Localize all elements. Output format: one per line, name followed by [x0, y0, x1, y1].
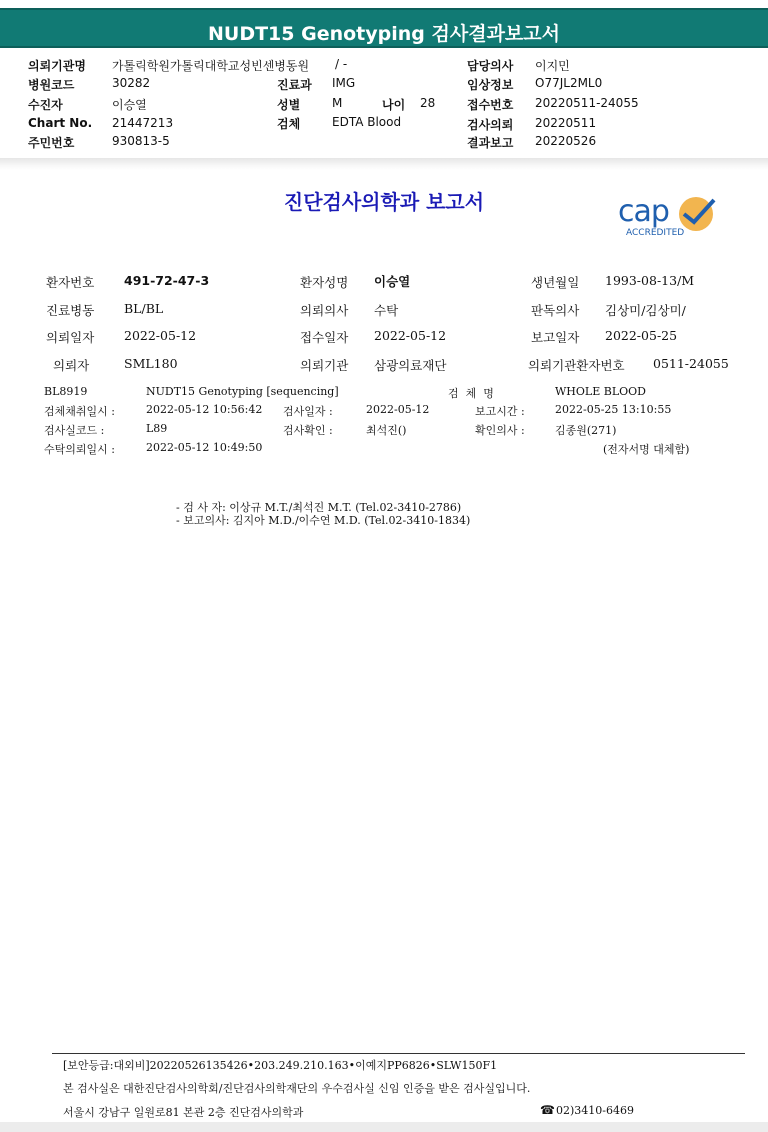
clinical-value: O77JL2ML0 [535, 76, 603, 90]
test-specimen-label: 검 체 명 [448, 387, 494, 400]
bottom-band [0, 1122, 768, 1132]
phone-number: 02)3410-6469 [556, 1104, 634, 1117]
receive-date-value: 2022-05-12 [374, 328, 447, 343]
request-doctor-value: 수탁 [374, 303, 399, 318]
dept-label: 진료과 [277, 78, 312, 92]
lab-code-label: 검사실코드 : [44, 424, 105, 437]
receive-date-label: 접수일자 [300, 330, 349, 345]
collect-time-value: 2022-05-12 10:56:42 [146, 403, 263, 416]
code-value: 30282 [112, 76, 151, 90]
request-date-value: 2022-05-12 [124, 328, 197, 343]
collect-time-label: 검체채취일시 : [44, 405, 115, 418]
certification-line: 본 검사실은 대한진단검사의학회/진단검사의학재단의 우수검사실 신임 인증을 받은 검사실입니다. [63, 1082, 531, 1095]
confirm-doctor-value: 김종원(271) [555, 424, 617, 437]
reading-doctor-value: 김상미/김상미/ [605, 303, 686, 318]
request-doctor-label: 의뢰의사 [300, 303, 349, 318]
request-date-label: 의뢰일자 [46, 330, 95, 345]
test-date-value: 2022-05-12 [366, 403, 430, 416]
phone-icon: ☎ [540, 1103, 555, 1117]
tester-line: - 검 사 자: 이상규 M.T./최석진 M.T. (Tel.02-3410-2786) [176, 501, 462, 514]
doctor-label: 담당의사 [467, 59, 514, 73]
dob-value: 1993-08-13/M [605, 273, 695, 288]
title-banner [0, 8, 768, 48]
e-signature-note: (전자서명 대체함) [603, 443, 690, 456]
hospital-label: 의뢰기관명 [28, 59, 86, 73]
sex-label: 성별 [277, 98, 301, 112]
chart-value: 21447213 [112, 116, 174, 130]
lab-code-value: L89 [146, 422, 168, 435]
patient-id-value: 491-72-47-3 [124, 273, 210, 288]
test-date-label: 검사일자 : [283, 405, 333, 418]
report-date-label: 보고일자 [531, 330, 580, 345]
test-code: BL8919 [44, 385, 88, 398]
sex-value: M [332, 96, 343, 110]
institution-patient-no-label: 의뢰기관환자번호 [528, 358, 625, 373]
report-date-value: 2022-05-25 [605, 328, 678, 343]
patient-id-label: 환자번호 [46, 275, 95, 290]
report-time-value: 2022-05-25 13:10:55 [555, 403, 672, 416]
address-line: 서울시 강남구 일원로81 본관 2층 진단검사의학과 [63, 1106, 304, 1119]
specimen-label: 검체 [277, 117, 301, 131]
ward-value: / - [335, 57, 348, 71]
cap-accredited-logo [614, 192, 724, 242]
report-time-label: 보고시간 : [475, 405, 525, 418]
test-confirm-value: 최석진() [366, 424, 407, 437]
security-line: [보안등급:대외비]20220526135426•203.249.210.163•이예지PP6826•SLW150F1 [63, 1059, 498, 1072]
confirm-doctor-label: 확인의사 : [475, 424, 525, 437]
doctor-value: 이지민 [535, 59, 570, 73]
dept-value: IMG [332, 76, 356, 90]
footer-divider [52, 1053, 745, 1054]
collector-label: 수진자 [28, 98, 63, 112]
test-specimen-value: WHOLE BLOOD [555, 385, 646, 398]
ward-label: 진료병동 [46, 303, 95, 318]
rrn-label: 주민번호 [28, 136, 75, 150]
report-title: 진단검사의학과 보고서 [283, 190, 485, 214]
receipt-value: 20220511-24055 [535, 96, 639, 110]
requester-value: SML180 [124, 356, 178, 371]
reading-doctor-label: 판독의사 [531, 303, 580, 318]
cap-main-text: cap [618, 194, 669, 229]
clinical-label: 임상정보 [467, 78, 514, 92]
cap-sub-text: ACCREDITED [626, 228, 685, 238]
request-institution-label: 의뢰기관 [300, 358, 349, 373]
institution-patient-no-value: 0511-24055 [653, 356, 729, 371]
age-label: 나이 [382, 98, 406, 112]
code-label: 병원코드 [28, 78, 75, 92]
reporter-line: - 보고의사: 김지아 M.D./이수연 M.D. (Tel.02-3410-1834) [176, 514, 471, 527]
result-label: 결과보고 [467, 136, 514, 150]
result-value: 20220526 [535, 134, 597, 148]
dob-label: 생년월일 [531, 275, 580, 290]
section-separator [0, 158, 768, 170]
rrn-value: 930813-5 [112, 134, 170, 148]
hospital-value: 가톨릭학원가톨릭대학교성빈센병동원 [112, 59, 310, 73]
chart-label: Chart No. [28, 116, 93, 130]
receipt-label: 접수번호 [467, 98, 514, 112]
ward-value-2: BL/BL [124, 301, 164, 316]
specimen-value: EDTA Blood [332, 115, 402, 129]
patient-name-value: 이승열 [374, 274, 411, 289]
outsource-time-value: 2022-05-12 10:49:50 [146, 441, 263, 454]
request-institution-value: 삼광의료재단 [374, 358, 447, 373]
request-label: 검사의뢰 [467, 118, 514, 132]
outsource-time-label: 수탁의뢰일시 : [44, 443, 115, 456]
requester-label: 의뢰자 [53, 358, 90, 373]
report-banner-title: NUDT15 Genotyping 검사결과보고서 [208, 23, 560, 45]
test-confirm-label: 검사확인 : [283, 424, 333, 437]
age-value: 28 [420, 96, 436, 110]
request-value: 20220511 [535, 116, 597, 130]
test-name: NUDT15 Genotyping [sequencing] [146, 385, 339, 398]
collector-value: 이승열 [112, 98, 147, 112]
patient-name-label: 환자성명 [300, 275, 349, 290]
